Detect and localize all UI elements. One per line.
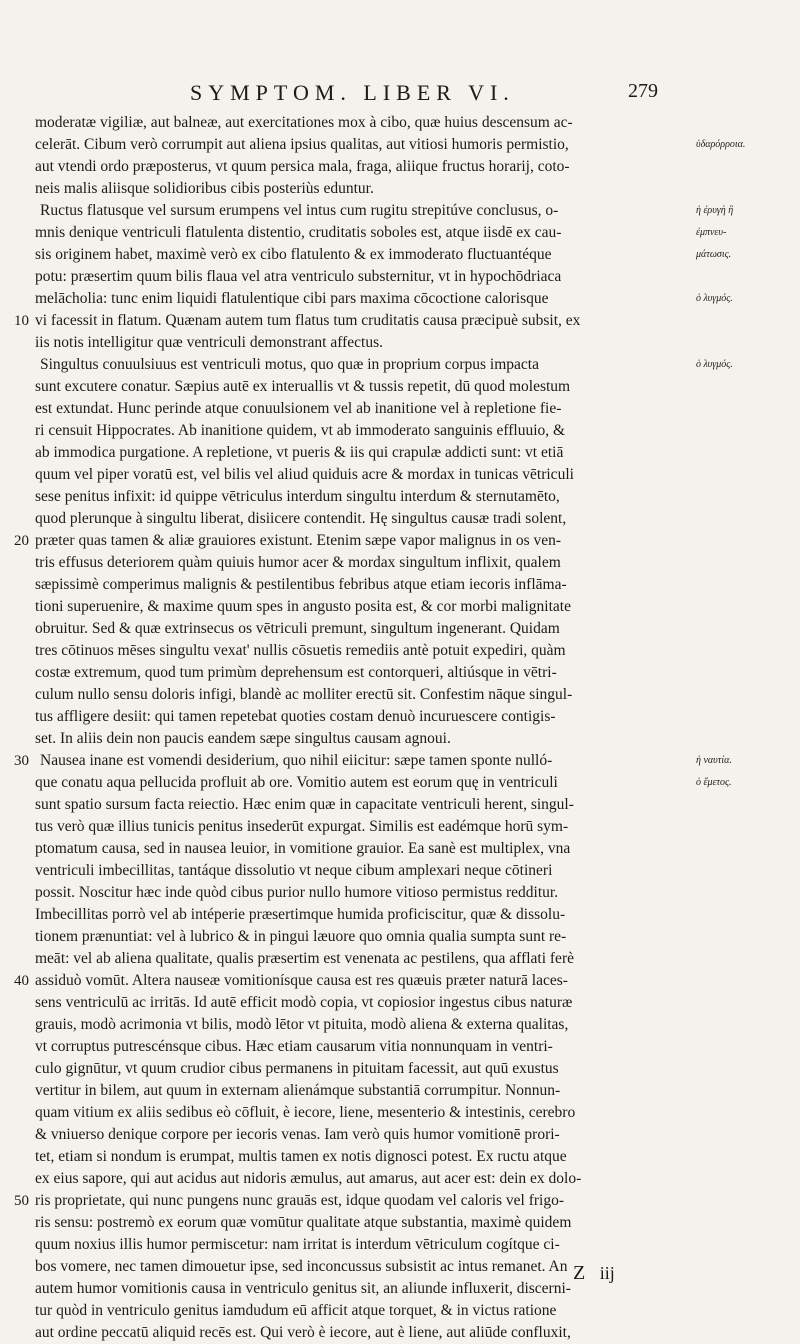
text-line: aut ordine peccatū aliquid recēs est. Qui verò è iecore, aut è liene, aut aliūde confluxit, bbox=[35, 1324, 571, 1341]
text-line: sunt excutere conatur. Sæpius autē ex interuallis vt & tussis repetit, dū quod molestum bbox=[35, 378, 571, 395]
text-line: tionem prænuntiat: vel à lubrico & in pingui læuore quo omnia qualia sumpta sunt re- bbox=[35, 928, 567, 945]
text-line: costæ extremum, quod tum primùm deprehensum est contorqueri, altiúsque in vētri- bbox=[35, 664, 557, 681]
page-footer bbox=[0, 1262, 800, 1288]
marginal-note: ὁ ἔμετος. bbox=[696, 777, 732, 788]
text-line: melācholia: tunc enim liquidi flatulentique cibi pars maxima cōcoctione calorisque bbox=[35, 290, 549, 307]
text-line: sis originem habet, maximè verò ex cibo flatulento & ex immoderato fluctuantéque bbox=[35, 246, 552, 263]
marginal-note: ἡ ἐρυγὴ ἢ bbox=[696, 205, 734, 216]
signature-numeral: iij bbox=[599, 1263, 615, 1283]
text-line: aut vtendi ordo præposterus, vt quum persica mala, fraga, aliique fructus horarij, coto- bbox=[35, 158, 570, 175]
text-line: vt corruptus putrescénsque cibus. Hæc etiam causarum vitia nonnunquam in ventri- bbox=[35, 1038, 553, 1055]
text-line: Ructus flatusque vel sursum erumpens vel intus cum rugitu strepitúve conclusus, o- bbox=[40, 202, 559, 219]
text-line: sese penitus infixit: id quippe vētriculus interdum singultu interdum & sternutamēto, bbox=[35, 488, 560, 505]
text-line: sunt spatio sursum facta reiectio. Hæc enim quæ in capacitate ventriculi herent, singul- bbox=[35, 796, 574, 813]
text-line: tris effusus deteriorem quàm quiuis humor acer & mordax singultum inflixit, qualem bbox=[35, 554, 561, 571]
text-line: Nausea inane est vomendi desiderium, quo nihil eiicitur: sæpe tamen sponte nulló- bbox=[40, 752, 553, 769]
text-line: moderatæ vigiliæ, aut balneæ, aut exercitationes mox à cibo, quæ huius descensum ac- bbox=[35, 114, 573, 131]
marginal-note: ὁ λυγμός. bbox=[696, 359, 733, 370]
text-line: tus affligere desiit: qui tamen repetebat quoties costam denuò incuruescere contigis- bbox=[35, 708, 556, 725]
text-line: celerāt. Cibum verò corrumpit aut aliena ipsius qualitas, aut vitiosi humoris permistio, bbox=[35, 136, 569, 153]
page-number: 279 bbox=[628, 80, 658, 102]
text-line: vertitur in bilem, aut quum in externam alienámque substantiā corrumpitur. Nonnun- bbox=[35, 1082, 561, 1099]
text-line: tres cōtinuos mēses singultu vexat' nullis cōsuetis remediis antè potuit expediri, quàm bbox=[35, 642, 566, 659]
text-line: set. In aliis dein non paucis eandem sæpe singultus causam agnoui. bbox=[35, 730, 451, 747]
line-number: 40 bbox=[14, 973, 29, 989]
text-line: neis malis aliisque solidioribus cibis posteriùs eduntur. bbox=[35, 180, 374, 197]
line-number: 50 bbox=[14, 1193, 29, 1209]
text-line: culo gignūtur, vt quum crudior cibus permanens in pituitam facessit, aut quū exustus bbox=[35, 1060, 559, 1077]
page-header bbox=[0, 78, 800, 108]
text-line: meāt: vel ab aliena qualitate, qualis præsertim est venenata ac pestilens, qua afflati ferè bbox=[35, 950, 574, 967]
text-line: quam vitium ex aliis sedibus eò cōfluit, è iecore, liene, mesenterio & intestinis, cerebro bbox=[35, 1104, 576, 1121]
text-line: tur quòd in ventriculo genitus iamdudum eū afficit atque torquet, & in victus ratione bbox=[35, 1302, 557, 1319]
text-line: quod plerunque à singultu liberat, disiicere contendit. Hę singultus causæ tradi solent, bbox=[35, 510, 567, 527]
text-line: tet, etiam si nondum is erumpat, multis tamen ex notis dignosci potest. Ex ructu atque bbox=[35, 1148, 567, 1165]
text-line: possit. Noscitur hæc inde quòd cibus purior nullo humore vitioso permistus redditur. bbox=[35, 884, 559, 901]
line-number: 10 bbox=[14, 313, 29, 329]
text-line: grauis, modò acrimonia vt bilis, modò lētor vt pituita, modò aliena & externa qualitas, bbox=[35, 1016, 569, 1033]
text-line: ex eius sapore, qui aut acidus aut nidoris æmulus, aut amarus, aut acer est: dein ex dolo- bbox=[35, 1170, 582, 1187]
text-line: ventriculi imbecillitas, tantáque dissolutio vt neque cibum amplexari neque cōtineri bbox=[35, 862, 553, 879]
text-line: ris sensu: postremò ex eorum quæ vomūtur qualitate atque substantia, maximè quidem bbox=[35, 1214, 572, 1231]
marginal-note: ἡ ναυτία. bbox=[696, 755, 732, 766]
text-line: tioni superuenire, & maxime quum spes in angusto posita est, & cor morbi malignitate bbox=[35, 598, 571, 615]
text-line: sæpissimè comperimus malignis & pestilentibus febribus atque etiam iecoris inflāma- bbox=[35, 576, 567, 593]
text-line: que conatu aqua pellucida profluit ab ore. Vomitio autem est eorum quę in ventriculi bbox=[35, 774, 558, 791]
text-line: tus verò quæ illius tunicis penitus insederūt expurgat. Similis est eadémque horū sym- bbox=[35, 818, 569, 835]
text-line: culum nullo sensu doloris infigi, blandè ac molliter erectū sit. Confestim nāque singul- bbox=[35, 686, 573, 703]
marginal-note: ὁ λυγμός. bbox=[696, 293, 733, 304]
marginal-note: μάτωσις. bbox=[696, 249, 732, 260]
text-line: ris proprietate, qui nunc pungens nunc grauās est, idque quodam vel caloris vel frigo- bbox=[35, 1192, 565, 1209]
line-number: 20 bbox=[14, 533, 29, 549]
text-line: ptomatum causa, sed in nausea leuior, in vomitione grauior. Ea sanè est multiplex, vna bbox=[35, 840, 571, 857]
text-line: autem humor vomitionis causa in ventriculo genitus sit, an aliunde influxerit, discerni- bbox=[35, 1280, 571, 1297]
line-number: 30 bbox=[14, 753, 29, 769]
signature-mark bbox=[573, 1262, 615, 1285]
text-line: assiduò vomūt. Altera nauseæ vomitionísque causa est res quæuis præter naturā laces- bbox=[35, 972, 568, 989]
text-line: est extundat. Hunc perinde atque conuulsionem vel ab inanitione vel à repletione fie- bbox=[35, 400, 562, 417]
text-line: potu: præsertim quum bilis flaua vel atra ventriculo substernitur, vt in hypochōdriaca bbox=[35, 268, 562, 285]
text-line: bos vomere, nec tamen dimouetur ipse, sed inconcussus subsistit ac intus remanet. An bbox=[35, 1258, 568, 1275]
text-line: sens ventriculū ac irritās. Id autē efficit modò copia, vt copiosior ingestus cibus naturæ bbox=[35, 994, 573, 1011]
text-line: quum noxius illis humor permiscetur: nam irritat is interdum vētriculum cogítque ci- bbox=[35, 1236, 560, 1253]
text-line: mnis denique ventriculi flatulenta distentio, cruditatis soboles est, atque iisdē ex cau- bbox=[35, 224, 562, 241]
text-line: vi facessit in flatum. Quænam autem tum flatus tum cruditatis causa præcipuè subsit, ex bbox=[35, 312, 581, 329]
text-line: ab immodica purgatione. A repletione, vt pueris & iis qui crapulæ addicti sunt: vt etiā bbox=[35, 444, 564, 461]
text-line: præter quas tamen & aliæ grauiores existunt. Etenim sæpe vapor malignus in os ven- bbox=[35, 532, 562, 549]
text-line: obruitur. Sed & quæ extrinsecus os vētriculi premunt, singultum ingenerant. Quidam bbox=[35, 620, 560, 637]
text-line: quum vel piper voratū est, vel bilis vel aliud quiduis acre & mordax in tunicas vētriculi bbox=[35, 466, 574, 483]
text-line: ri censuit Hippocrates. Ab inanitione quidem, vt ab immoderato sanguinis effluuio, & bbox=[35, 422, 566, 439]
marginal-note: ὑδαρόρροια. bbox=[696, 139, 746, 150]
text-line: Imbecillitas porrò vel ab intéperie præsertimque humida proficiscitur, quæ & dissolu- bbox=[35, 906, 566, 923]
marginal-note: ἐμπνευ- bbox=[696, 227, 727, 238]
running-head: SYMPTOM. LIBER VI. bbox=[190, 80, 515, 105]
text-line: & vniuerso denique corpore per iecoris venas. Iam verò quis humor vomitionē prori- bbox=[35, 1126, 560, 1143]
text-line: Singultus conuulsiuus est ventriculi motus, quo quæ in proprium corpus impacta bbox=[40, 356, 539, 373]
signature-letter: Z bbox=[573, 1262, 586, 1284]
text-line: iis notis intelligitur quæ ventriculi demonstrant affectus. bbox=[35, 334, 383, 351]
